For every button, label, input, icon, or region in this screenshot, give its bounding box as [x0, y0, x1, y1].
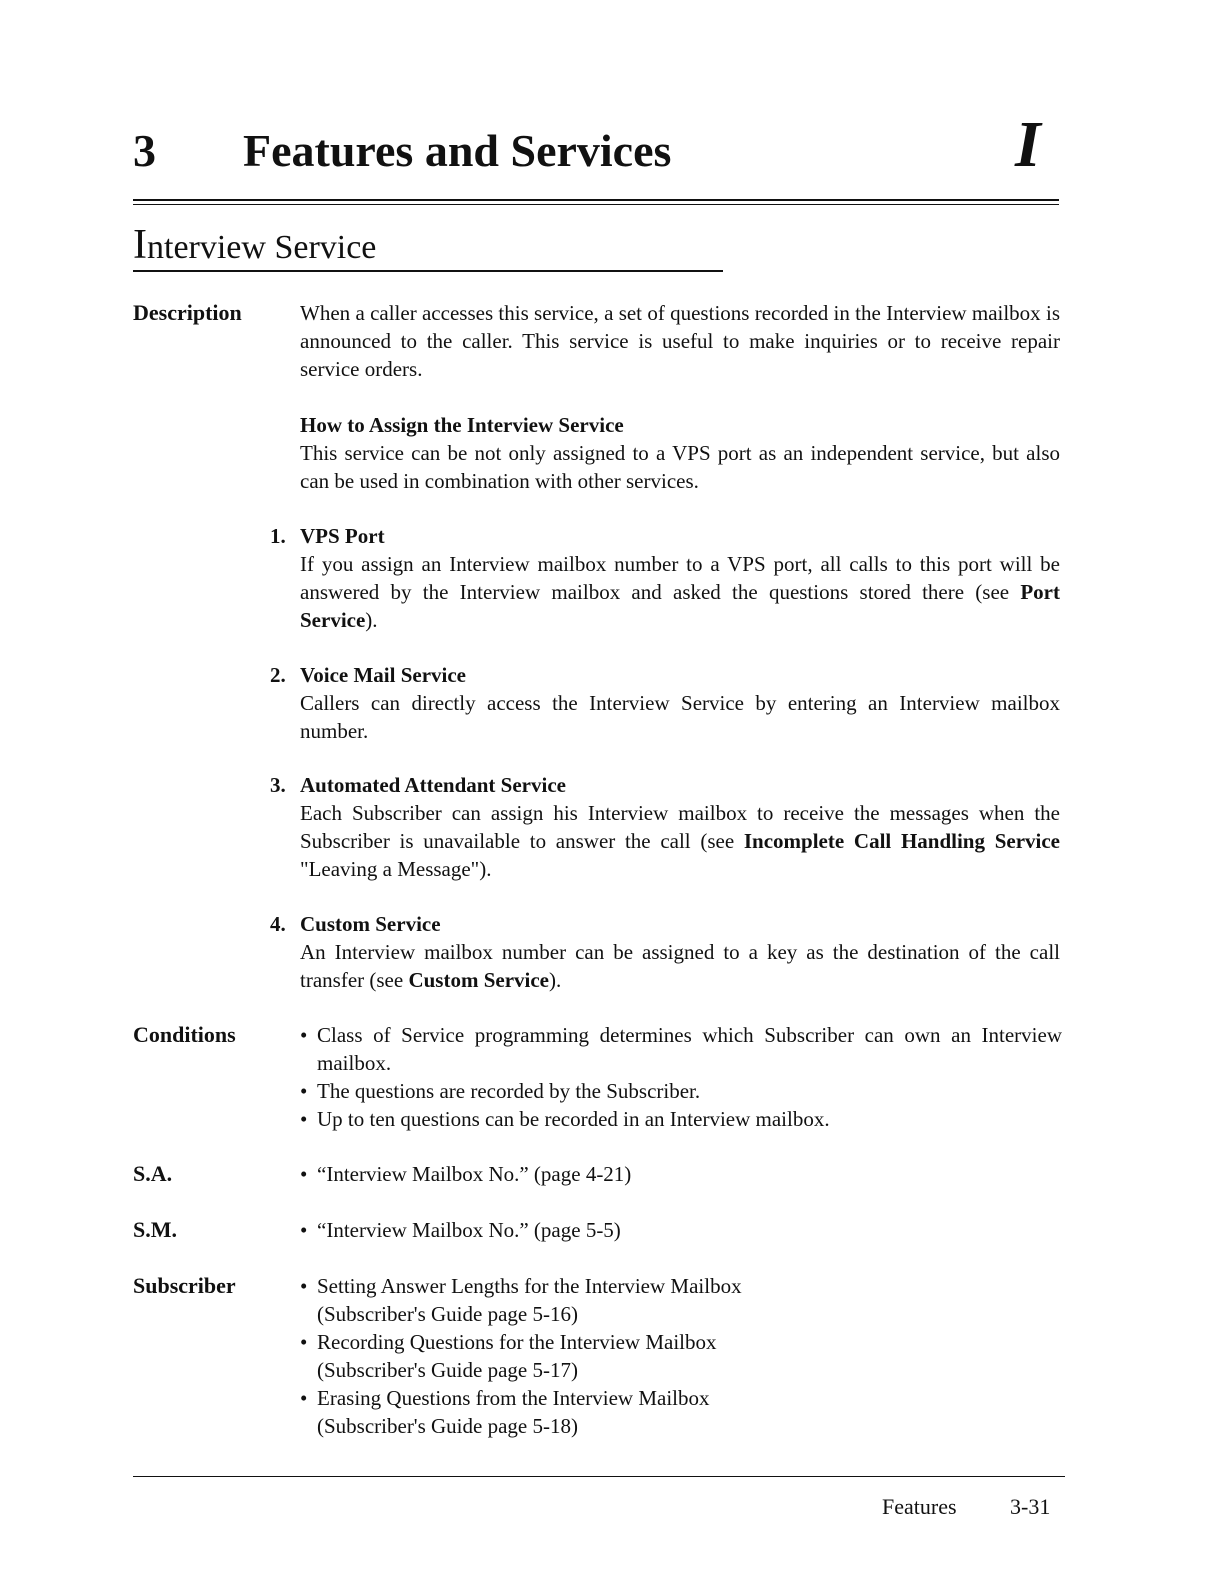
- item-4: [300, 910, 1060, 994]
- sm-list: [300, 1216, 1062, 1244]
- bullet-icon: •: [300, 1330, 308, 1354]
- list-item: [300, 1216, 1062, 1244]
- item-4-ref: Custom Service: [408, 968, 549, 992]
- item-2: [300, 661, 1060, 745]
- list-item-line1: Recording Questions for the Interview Mailbox: [317, 1330, 717, 1354]
- item-2-number: 2.: [270, 663, 286, 687]
- item-3-text-end: "Leaving a Message").: [300, 857, 492, 881]
- description-label: Description: [133, 300, 242, 325]
- list-item-line1: Erasing Questions from the Interview Mailbox: [317, 1386, 710, 1410]
- section-title-rest: nterview Service: [147, 229, 377, 266]
- sa-list: [300, 1160, 1062, 1188]
- chapter-number: 3: [133, 125, 156, 176]
- subscriber-label: Subscriber: [133, 1273, 236, 1298]
- list-item-text: “Interview Mailbox No.” (page 4-21): [317, 1162, 632, 1186]
- list-item-line1: Setting Answer Lengths for the Interview Mailbox: [317, 1274, 742, 1298]
- item-3: [300, 771, 1060, 883]
- section-title-initial: I: [133, 222, 147, 268]
- footer-rule: [133, 1476, 1065, 1477]
- item-3-text: Each Subscriber can assign his Interview mailbox to receive the messages when the Subscriber is unavailable to answer the call (see: [300, 801, 1060, 853]
- list-item-line2: (Subscriber's Guide page 5-18): [317, 1414, 578, 1438]
- list-item-text: Up to ten questions can be recorded in an Interview mailbox.: [317, 1107, 830, 1131]
- item-1-number: 1.: [270, 524, 286, 548]
- item-3-title: Automated Attendant Service: [300, 773, 566, 797]
- item-1-title: VPS Port: [300, 524, 385, 548]
- assign-block: [300, 411, 1060, 495]
- item-3-number: 3.: [270, 773, 286, 797]
- conditions-list: [300, 1021, 1062, 1133]
- footer-label: Features: [882, 1494, 957, 1519]
- section-title: [133, 224, 376, 266]
- item-2-text: Callers can directly access the Interview Service by entering an Interview mailbox number.: [300, 691, 1060, 743]
- description-text: When a caller accesses this service, a set of questions recorded in the Interview mailbox is announced to the caller. This service is useful to make inquiries or to receive repair service orders.: [300, 301, 1060, 381]
- section-letter: I: [1015, 108, 1041, 181]
- list-item: [300, 1160, 1062, 1188]
- list-item: [300, 1077, 1062, 1105]
- bullet-icon: •: [300, 1386, 308, 1410]
- list-item-line2: (Subscriber's Guide page 5-16): [317, 1302, 578, 1326]
- list-item-text: Class of Service programming determines which Subscriber can own an Interview mailbox.: [317, 1023, 1062, 1075]
- item-4-text: An Interview mailbox number can be assigned to a key as the destination of the call transfer (see: [300, 940, 1060, 992]
- list-item-text: [317, 1328, 1062, 1384]
- item-1-text-end: ).: [365, 608, 378, 632]
- conditions-label: Conditions: [133, 1022, 236, 1047]
- section-title-rule: [133, 270, 723, 272]
- header-rule: [133, 199, 1059, 201]
- page-number: 3-31: [1010, 1494, 1051, 1519]
- list-item: [300, 1105, 1062, 1133]
- bullet-icon: •: [300, 1162, 308, 1186]
- bullet-icon: •: [300, 1079, 308, 1103]
- sm-label: S.M.: [133, 1217, 177, 1242]
- list-item: [300, 1384, 1062, 1440]
- list-item: [300, 1328, 1062, 1384]
- assign-heading: How to Assign the Interview Service: [300, 413, 624, 437]
- list-item: [300, 1272, 1062, 1328]
- assign-text: This service can be not only assigned to a VPS port as an independent service, but also can be used in combination with other services.: [300, 441, 1060, 493]
- bullet-icon: •: [300, 1218, 308, 1242]
- header-rule-thin: [133, 204, 1059, 205]
- item-1: [300, 522, 1060, 634]
- list-item-text: “Interview Mailbox No.” (page 5-5): [317, 1218, 621, 1242]
- list-item: [300, 1021, 1062, 1077]
- list-item-text: [317, 1272, 1062, 1328]
- list-item-text: [317, 1384, 1062, 1440]
- bullet-icon: •: [300, 1274, 308, 1298]
- item-2-title: Voice Mail Service: [300, 663, 467, 687]
- item-4-text-end: ).: [549, 968, 562, 992]
- item-4-title: Custom Service: [300, 912, 441, 936]
- item-1-ref: Port Service: [300, 580, 1060, 632]
- chapter-title: Features and Services: [243, 125, 672, 176]
- sa-label: S.A.: [133, 1161, 173, 1186]
- item-3-ref: Incomplete Call Handling Service: [743, 829, 1060, 853]
- item-4-number: 4.: [270, 912, 286, 936]
- bullet-icon: •: [300, 1023, 308, 1047]
- subscriber-list: [300, 1272, 1062, 1440]
- item-1-text: If you assign an Interview mailbox number to a VPS port, all calls to this port will be answered by the Interview mailbox and asked the questions stored there (see: [300, 552, 1060, 604]
- list-item-line2: (Subscriber's Guide page 5-17): [317, 1358, 578, 1382]
- bullet-icon: •: [300, 1107, 308, 1131]
- list-item-text: The questions are recorded by the Subscriber.: [317, 1079, 701, 1103]
